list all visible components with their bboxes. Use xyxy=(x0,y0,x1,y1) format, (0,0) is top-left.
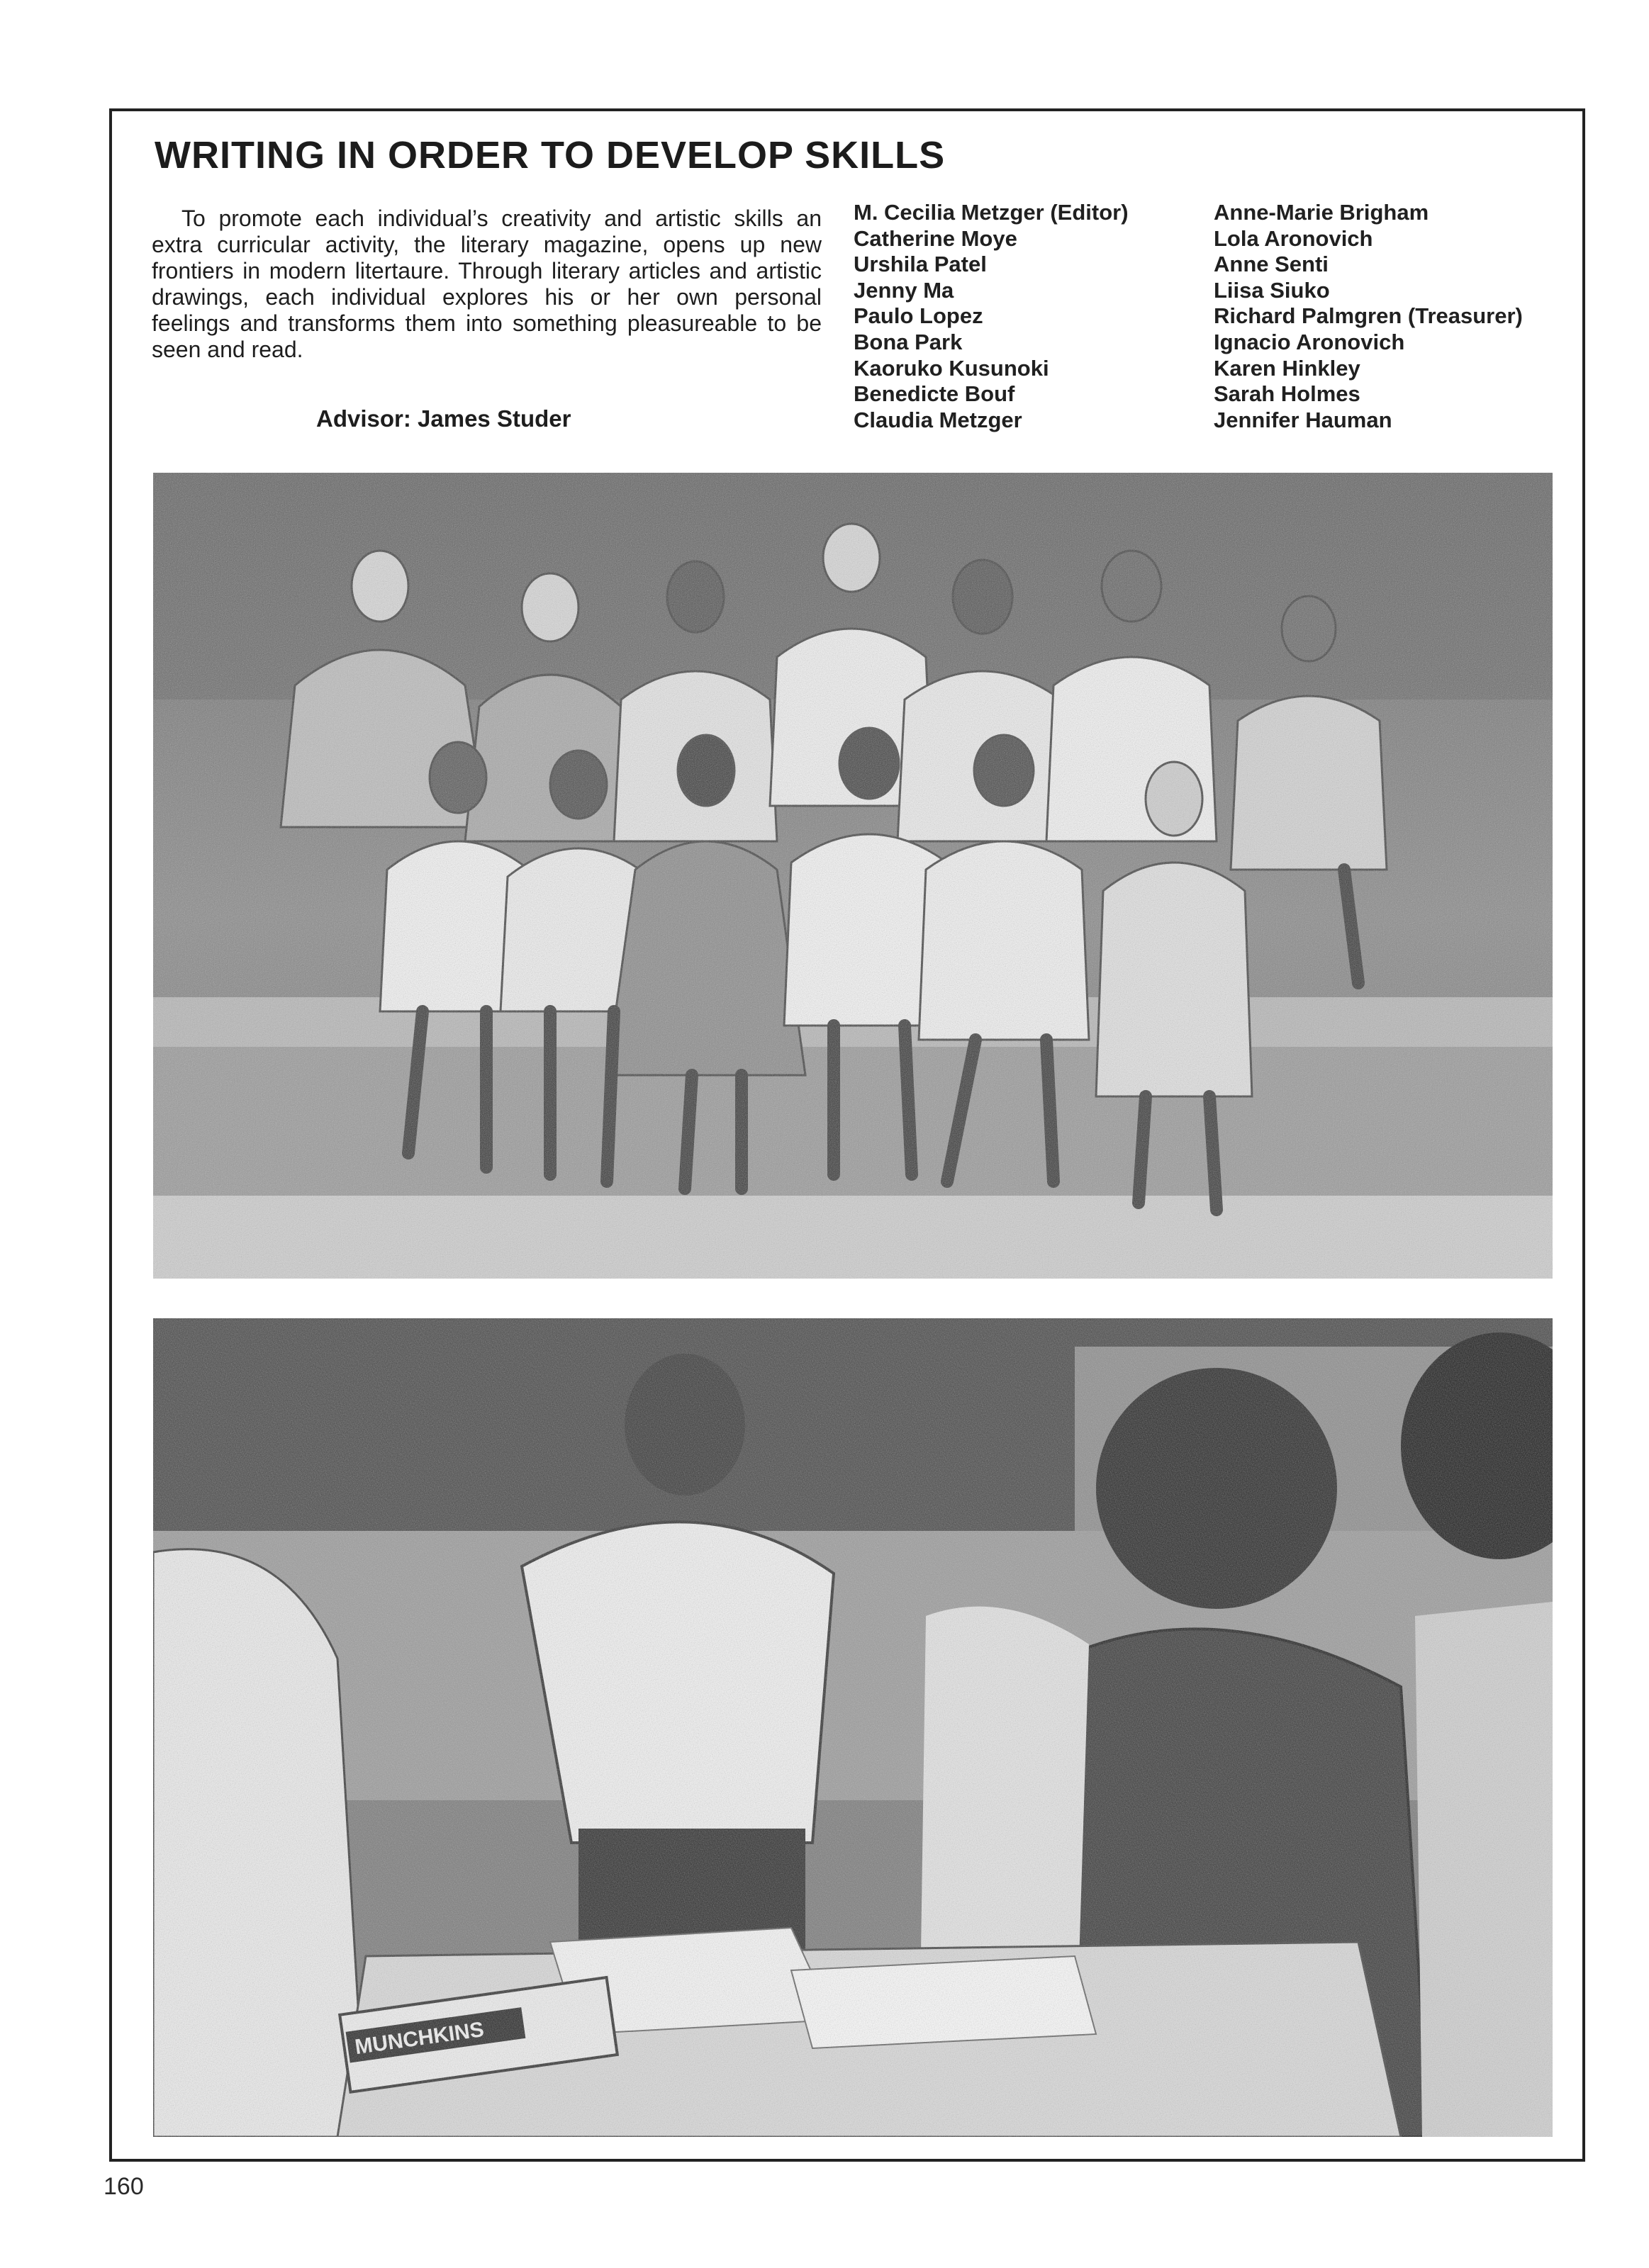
intro-paragraph: To promote each individual’s creativity and artistic skills an extra curricular activity, the literary magazine, opens up new frontiers in modern litertaure. Through literary articles and artistic drawings, each individual explores his or her own personal feelings and transforms them into something pleasureable to be seen and read. xyxy=(152,206,822,362)
member-name: Anne Senti xyxy=(1214,252,1329,277)
group-photo xyxy=(153,473,1553,1279)
member-name: Liisa Siuko xyxy=(1214,277,1330,303)
member-name: Claudia Metzger xyxy=(854,407,1022,432)
member-list-right xyxy=(1214,200,1523,433)
member-name: Ignacio Aronovich xyxy=(1214,329,1405,354)
activity-photo xyxy=(153,1318,1553,2137)
member-name: Karen Hinkley xyxy=(1214,355,1360,381)
member-name: M. Cecilia Metzger (Editor) xyxy=(854,200,1129,225)
member-name: Jennifer Hauman xyxy=(1214,407,1392,432)
member-name: Paulo Lopez xyxy=(854,303,983,329)
member-name: Sarah Holmes xyxy=(1214,381,1360,407)
member-name: Jenny Ma xyxy=(854,277,954,303)
member-name: Catherine Moye xyxy=(854,225,1017,251)
member-name: Richard Palmgren (Treasurer) xyxy=(1214,303,1523,329)
member-name: Kaoruko Kusunoki xyxy=(854,355,1049,381)
member-name: Benedicte Bouf xyxy=(854,381,1015,407)
page-number: 160 xyxy=(104,2173,144,2200)
member-name: Urshila Patel xyxy=(854,252,987,277)
member-list-left xyxy=(854,200,1129,433)
advisor-credit: Advisor: James Studer xyxy=(316,405,571,432)
member-name: Lola Aronovich xyxy=(1214,225,1373,251)
member-name: Anne-Marie Brigham xyxy=(1214,200,1429,225)
page-title: WRITING IN ORDER TO DEVELOP SKILLS xyxy=(155,134,946,176)
member-name: Bona Park xyxy=(854,329,963,354)
